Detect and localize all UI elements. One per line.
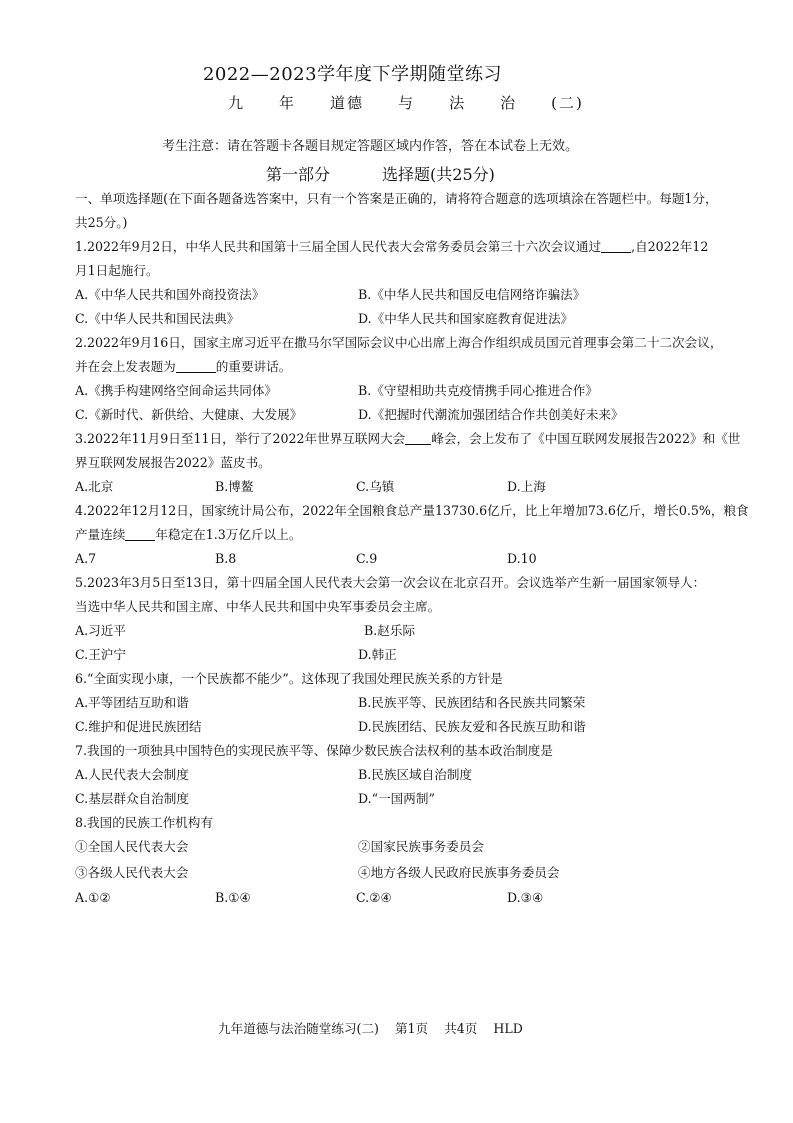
question-2-option-b: B.《守望相助共克疫情携手同心推进合作》 [358, 383, 598, 398]
question-8-item-3: ③各级人民代表大会 [75, 865, 189, 880]
footer-page-total: 共4页 [444, 1021, 478, 1036]
footer-page-number: 第1页 [394, 1021, 429, 1036]
question-5-option-d: D.韩正 [358, 647, 397, 662]
candidate-notice: 考生注意：请在答题卡各题目规定答题区域内作答，答在本试卷上无效。 [162, 139, 579, 154]
question-3-option-a: A.北京 [75, 479, 114, 494]
question-2-stem: 2.2022年9月16日，国家主席习近平在撒马尔罕国际会议中心出席上海合作组织成员国元首理事会第二十二次会议， [75, 335, 723, 350]
question-6-stem: 6.“全面实现小康，一个民族都不能少”。这体现了我国处理民族关系的方针是 [75, 671, 503, 686]
question-8-item-4: ④地方各级人民政府民族事务委员会 [358, 865, 560, 880]
section-instructions: 一、单项选择题(在下面各题备选答案中，只有一个答案是正确的，请将符合题意的选项填涂在答题栏中。每题1分， [75, 191, 718, 206]
question-7-option-c: C.基层群众自治制度 [75, 791, 189, 806]
answer-blank [601, 238, 631, 253]
question-6-option-c: C.维护和促进民族团结 [75, 719, 202, 734]
question-3-option-d: D.上海 [507, 479, 546, 494]
question-3-option-c: C.乌镇 [356, 479, 395, 494]
part-title: 选择题(共25分) [382, 165, 495, 184]
question-4-option-d: D.10 [507, 551, 537, 566]
question-2-option-c: C.《新时代、新供给、大健康、大发展》 [75, 407, 303, 422]
question-1-option-d: D.《中华人民共和国家庭教育促进法》 [358, 311, 574, 326]
question-4-option-b: B.8 [215, 551, 237, 566]
question-8-option-c: C.②④ [356, 890, 392, 905]
answer-blank [125, 526, 155, 541]
question-6-option-a: A.平等团结互助和谐 [75, 695, 189, 710]
question-1-option-a: A.《中华人民共和国外商投资法》 [75, 287, 265, 302]
question-7-option-d: D.“一国两制” [358, 791, 435, 806]
exam-title: 2022—2023学年度下学期随堂练习 [202, 64, 503, 85]
question-2-stem-cont: 并在会上发表题为 的重要讲话。 [75, 359, 292, 374]
section-instructions-cont: 共25分。) [75, 215, 128, 230]
question-4-option-c: C.9 [356, 551, 378, 566]
question-7-stem: 7.我国的一项独具中国特色的实现民族平等、保障少数民族合法权利的基本政治制度是 [75, 743, 553, 758]
question-7-option-b: B.民族区域自治制度 [358, 767, 473, 782]
question-4-stem: 4.2022年12月12日，国家统计局公布，2022年全国粮食总产量13730.6亿斤，比上年增加73.6亿斤，增长0.5%，粮食 [75, 503, 749, 518]
question-6-option-b: B.民族平等、民族团结和各民族共同繁荣 [358, 695, 586, 710]
question-8-option-d: D.③④ [507, 890, 544, 905]
question-5-stem-cont: 当选中华人民共和国主席、中华人民共和国中央军事委员会主席。 [75, 599, 441, 614]
part-heading [266, 162, 495, 185]
question-4-stem-cont: 产量连续 年稳定在1.3万亿斤以上。 [75, 527, 302, 542]
question-7-option-a: A.人民代表大会制度 [75, 767, 189, 782]
question-2-option-a: A.《携手构建网络空间命运共同体》 [75, 383, 278, 398]
question-8-stem: 8.我国的民族工作机构有 [75, 815, 213, 830]
answer-blank [176, 358, 216, 373]
question-5-stem: 5.2023年3月5日至13日，第十四届全国人民代表大会第一次会议在北京召开。会议选举产生新一届国家领导人： [75, 575, 706, 590]
question-8-option-b: B.①④ [215, 890, 251, 905]
question-5-option-b: B.赵乐际 [364, 623, 416, 638]
question-5-option-a: A.习近平 [75, 623, 126, 638]
question-6-option-d: D.民族团结、民族友爱和各民族互助和谐 [358, 719, 586, 734]
question-3-stem-cont: 界互联网发展报告2022》蓝皮书。 [75, 455, 271, 470]
question-4-option-a: A.7 [75, 551, 97, 566]
question-5-option-c: C.王沪宁 [75, 647, 126, 662]
question-1-option-c: C.《中华人民共和国民法典》 [75, 311, 240, 326]
question-1-stem-cont: 月1日起施行。 [75, 263, 159, 278]
answer-blank [405, 430, 431, 445]
question-8-item-2: ②国家民族事务委员会 [358, 839, 484, 854]
question-8-option-a: A.①② [75, 890, 111, 905]
footer-code: HLD [493, 1021, 523, 1036]
question-1-option-b: B.《中华人民共和国反电信网络诈骗法》 [358, 287, 586, 302]
part-name: 第一部分 [266, 165, 331, 184]
question-8-item-1: ①全国人民代表大会 [75, 839, 189, 854]
question-3-option-b: B.博鳌 [215, 479, 254, 494]
question-3-stem: 3.2022年11月9日至11日，举行了2022年世界互联网大会 峰会，会上发布了《中国互联网发展报告2022》和《世 [75, 431, 741, 446]
footer-subject: 九年道德与法治随堂练习(二) [218, 1021, 379, 1036]
question-2-option-d: D.《把握时代潮流加强团结合作共创美好未来》 [358, 407, 624, 422]
exam-subtitle: 九 年 道德 与 法 治 (二) [228, 94, 584, 112]
question-1-stem: 1.2022年9月2日，中华人民共和国第十三届全国人民代表大会常务委员会第三十六次会议通过 ,自2022年12 [75, 239, 709, 254]
page-footer [218, 1018, 539, 1037]
